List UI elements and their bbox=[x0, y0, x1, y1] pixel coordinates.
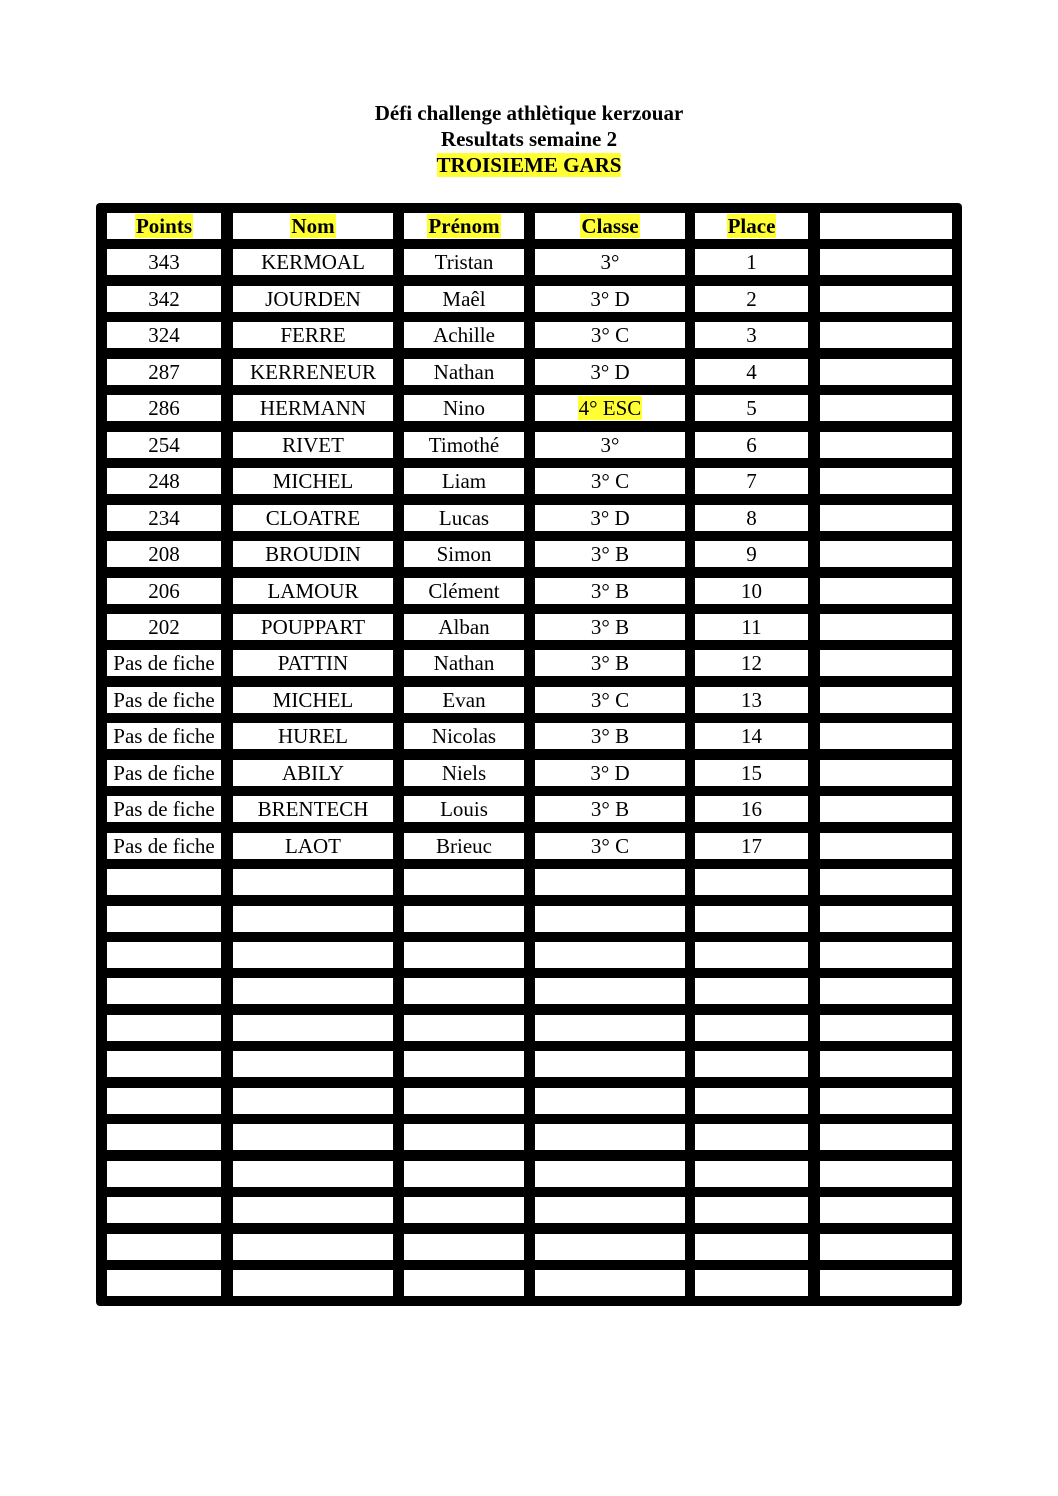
document-subtitle: Resultats semaine 2 bbox=[440, 127, 618, 151]
classe-cell bbox=[535, 1015, 685, 1041]
prenom-cell bbox=[404, 687, 524, 713]
classe-cell bbox=[535, 359, 685, 385]
points-cell bbox=[107, 1270, 221, 1296]
column-header-3 bbox=[404, 213, 524, 239]
cell-text: Maêl bbox=[442, 286, 486, 311]
points-cell bbox=[107, 1015, 221, 1041]
prenom-cell bbox=[404, 1051, 524, 1077]
points-cell bbox=[107, 541, 221, 567]
blank-cell bbox=[820, 614, 952, 640]
blank-cell bbox=[820, 468, 952, 494]
cell-text: BRENTECH bbox=[257, 797, 369, 822]
points-cell bbox=[107, 286, 221, 312]
nom-cell bbox=[233, 869, 393, 895]
prenom-cell bbox=[404, 614, 524, 640]
classe-cell bbox=[535, 541, 685, 567]
cell-text: 3° D bbox=[590, 286, 630, 311]
points-cell bbox=[107, 723, 221, 749]
cell-text: 286 bbox=[148, 396, 180, 421]
points-cell bbox=[107, 906, 221, 932]
cell-text: 3° D bbox=[590, 505, 630, 530]
points-cell bbox=[107, 395, 221, 421]
classe-cell bbox=[535, 249, 685, 275]
classe-cell bbox=[535, 1124, 685, 1150]
cell-text: 202 bbox=[148, 614, 180, 639]
place-cell bbox=[695, 942, 808, 968]
place-cell bbox=[695, 760, 808, 786]
cell-text: 3 bbox=[746, 323, 757, 348]
prenom-cell bbox=[404, 395, 524, 421]
blank-cell bbox=[820, 249, 952, 275]
cell-text: 15 bbox=[741, 760, 762, 785]
cell-text: 3° B bbox=[590, 651, 630, 676]
prenom-cell bbox=[404, 432, 524, 458]
cell-text: 206 bbox=[148, 578, 180, 603]
prenom-cell bbox=[404, 541, 524, 567]
prenom-cell bbox=[404, 906, 524, 932]
cell-text: 12 bbox=[741, 651, 762, 676]
place-cell bbox=[695, 833, 808, 859]
prenom-cell bbox=[404, 1088, 524, 1114]
prenom-cell bbox=[404, 869, 524, 895]
points-cell bbox=[107, 942, 221, 968]
cell-text: ABILY bbox=[281, 760, 345, 785]
column-header-6 bbox=[820, 213, 952, 239]
points-cell bbox=[107, 1161, 221, 1187]
classe-cell bbox=[535, 796, 685, 822]
nom-cell bbox=[233, 395, 393, 421]
classe-cell bbox=[535, 942, 685, 968]
column-header-4 bbox=[535, 213, 685, 239]
blank-cell bbox=[820, 395, 952, 421]
classe-cell bbox=[535, 650, 685, 676]
prenom-cell bbox=[404, 760, 524, 786]
cell-text: HUREL bbox=[278, 724, 348, 749]
blank-cell bbox=[820, 906, 952, 932]
nom-cell bbox=[233, 1015, 393, 1041]
cell-text: Niels bbox=[441, 760, 487, 785]
column-header-label: Nom bbox=[291, 214, 335, 238]
blank-cell bbox=[820, 723, 952, 749]
classe-cell bbox=[535, 833, 685, 859]
cell-text: Nicolas bbox=[431, 724, 497, 749]
place-cell bbox=[695, 1270, 808, 1296]
blank-cell bbox=[820, 942, 952, 968]
place-cell bbox=[695, 1088, 808, 1114]
column-header-label: Place bbox=[727, 214, 776, 238]
blank-cell bbox=[820, 322, 952, 348]
classe-cell bbox=[535, 869, 685, 895]
blank-cell bbox=[820, 1234, 952, 1260]
prenom-cell bbox=[404, 650, 524, 676]
cell-text: Pas de fiche bbox=[113, 724, 215, 749]
cell-text: 4° ESC bbox=[578, 396, 642, 421]
cell-text: 4 bbox=[746, 359, 757, 384]
blank-cell bbox=[820, 1015, 952, 1041]
cell-text: FERRE bbox=[280, 323, 346, 348]
prenom-cell bbox=[404, 1234, 524, 1260]
classe-cell bbox=[535, 1161, 685, 1187]
points-cell bbox=[107, 1124, 221, 1150]
cell-text: 5 bbox=[746, 396, 757, 421]
prenom-cell bbox=[404, 1270, 524, 1296]
nom-cell bbox=[233, 1234, 393, 1260]
nom-cell bbox=[233, 650, 393, 676]
prenom-cell bbox=[404, 359, 524, 385]
cell-text: PATTIN bbox=[277, 651, 349, 676]
classe-cell bbox=[535, 978, 685, 1004]
points-cell bbox=[107, 1197, 221, 1223]
blank-cell bbox=[820, 1051, 952, 1077]
cell-text: KERRENEUR bbox=[250, 359, 376, 384]
place-cell bbox=[695, 1015, 808, 1041]
place-cell bbox=[695, 1234, 808, 1260]
category-title: TROISIEME GARS bbox=[436, 153, 622, 177]
nom-cell bbox=[233, 760, 393, 786]
cell-text: 342 bbox=[148, 286, 180, 311]
cell-text: Louis bbox=[440, 797, 488, 822]
classe-cell bbox=[535, 505, 685, 531]
cell-text: 11 bbox=[741, 614, 762, 639]
points-cell bbox=[107, 760, 221, 786]
cell-text: 3° C bbox=[590, 323, 630, 348]
cell-text: 3° B bbox=[590, 724, 630, 749]
points-cell bbox=[107, 796, 221, 822]
classe-cell bbox=[535, 723, 685, 749]
prenom-cell bbox=[404, 578, 524, 604]
place-cell bbox=[695, 468, 808, 494]
cell-text: HERMANN bbox=[259, 396, 367, 421]
points-cell bbox=[107, 833, 221, 859]
blank-cell bbox=[820, 578, 952, 604]
cell-text: 3° B bbox=[590, 578, 630, 603]
place-cell bbox=[695, 869, 808, 895]
cell-text: 254 bbox=[148, 432, 180, 457]
classe-cell bbox=[535, 1197, 685, 1223]
classe-cell bbox=[535, 760, 685, 786]
place-cell bbox=[695, 614, 808, 640]
prenom-cell bbox=[404, 505, 524, 531]
cell-text: Nathan bbox=[433, 359, 495, 384]
cell-text: 248 bbox=[148, 469, 180, 494]
blank-cell bbox=[820, 1161, 952, 1187]
classe-cell bbox=[535, 1270, 685, 1296]
blank-cell bbox=[820, 1270, 952, 1296]
place-cell bbox=[695, 578, 808, 604]
classe-cell bbox=[535, 286, 685, 312]
cell-text: Liam bbox=[441, 469, 487, 494]
place-cell bbox=[695, 650, 808, 676]
nom-cell bbox=[233, 796, 393, 822]
prenom-cell bbox=[404, 249, 524, 275]
blank-cell bbox=[820, 286, 952, 312]
cell-text: 7 bbox=[746, 469, 757, 494]
cell-text: 234 bbox=[148, 505, 180, 530]
cell-text: 3° C bbox=[590, 833, 630, 858]
cell-text: Brieuc bbox=[436, 833, 492, 858]
classe-cell bbox=[535, 578, 685, 604]
cell-text: LAOT bbox=[285, 833, 341, 858]
nom-cell bbox=[233, 432, 393, 458]
place-cell bbox=[695, 1051, 808, 1077]
nom-cell bbox=[233, 723, 393, 749]
prenom-cell bbox=[404, 833, 524, 859]
cell-text: 287 bbox=[148, 359, 180, 384]
classe-cell bbox=[535, 906, 685, 932]
column-header-5 bbox=[695, 213, 808, 239]
cell-text: 1 bbox=[746, 250, 757, 275]
blank-cell bbox=[820, 432, 952, 458]
classe-cell bbox=[535, 1234, 685, 1260]
blank-cell bbox=[820, 359, 952, 385]
blank-cell bbox=[820, 978, 952, 1004]
cell-text: 6 bbox=[746, 432, 757, 457]
place-cell bbox=[695, 687, 808, 713]
cell-text: KERMOAL bbox=[261, 250, 365, 275]
nom-cell bbox=[233, 833, 393, 859]
nom-cell bbox=[233, 249, 393, 275]
blank-cell bbox=[820, 541, 952, 567]
prenom-cell bbox=[404, 468, 524, 494]
classe-cell bbox=[535, 468, 685, 494]
nom-cell bbox=[233, 942, 393, 968]
points-cell bbox=[107, 359, 221, 385]
prenom-cell bbox=[404, 286, 524, 312]
nom-cell bbox=[233, 505, 393, 531]
cell-text: 10 bbox=[741, 578, 762, 603]
nom-cell bbox=[233, 614, 393, 640]
cell-text: Pas de fiche bbox=[113, 833, 215, 858]
cell-text: 324 bbox=[148, 323, 180, 348]
blank-cell bbox=[820, 650, 952, 676]
points-cell bbox=[107, 869, 221, 895]
place-cell bbox=[695, 249, 808, 275]
nom-cell bbox=[233, 1197, 393, 1223]
cell-text: 3° bbox=[600, 432, 620, 457]
cell-text: Clément bbox=[428, 578, 500, 603]
nom-cell bbox=[233, 906, 393, 932]
place-cell bbox=[695, 432, 808, 458]
classe-cell bbox=[535, 432, 685, 458]
column-header-2 bbox=[233, 213, 393, 239]
cell-text: Nino bbox=[443, 396, 485, 421]
place-cell bbox=[695, 978, 808, 1004]
cell-text: 3° D bbox=[590, 760, 630, 785]
blank-cell bbox=[820, 869, 952, 895]
column-header-label: Points bbox=[135, 214, 192, 238]
cell-text: Lucas bbox=[438, 505, 490, 530]
prenom-cell bbox=[404, 1197, 524, 1223]
place-cell bbox=[695, 541, 808, 567]
cell-text: LAMOUR bbox=[267, 578, 359, 603]
cell-text: 3° D bbox=[590, 359, 630, 384]
points-cell bbox=[107, 1088, 221, 1114]
blank-cell bbox=[820, 760, 952, 786]
cell-text: 3° C bbox=[590, 469, 630, 494]
cell-text: POUPPART bbox=[260, 614, 366, 639]
cell-text: 3° B bbox=[590, 542, 630, 567]
cell-text: CLOATRE bbox=[265, 505, 361, 530]
cell-text: Simon bbox=[436, 542, 492, 567]
classe-cell bbox=[535, 1051, 685, 1077]
nom-cell bbox=[233, 468, 393, 494]
nom-cell bbox=[233, 359, 393, 385]
column-header-label: Prénom bbox=[428, 214, 500, 238]
place-cell bbox=[695, 505, 808, 531]
cell-text: 208 bbox=[148, 542, 180, 567]
cell-text: MICHEL bbox=[272, 687, 354, 712]
prenom-cell bbox=[404, 942, 524, 968]
points-cell bbox=[107, 249, 221, 275]
cell-text: 3° bbox=[600, 250, 620, 275]
nom-cell bbox=[233, 1161, 393, 1187]
classe-cell bbox=[535, 614, 685, 640]
nom-cell bbox=[233, 322, 393, 348]
nom-cell bbox=[233, 1124, 393, 1150]
points-cell bbox=[107, 1051, 221, 1077]
cell-text: 8 bbox=[746, 505, 757, 530]
place-cell bbox=[695, 1124, 808, 1150]
blank-cell bbox=[820, 687, 952, 713]
points-cell bbox=[107, 432, 221, 458]
classe-cell bbox=[535, 395, 685, 421]
place-cell bbox=[695, 1161, 808, 1187]
column-header-1 bbox=[107, 213, 221, 239]
cell-text: Pas de fiche bbox=[113, 687, 215, 712]
cell-text: 3° B bbox=[590, 797, 630, 822]
place-cell bbox=[695, 723, 808, 749]
nom-cell bbox=[233, 286, 393, 312]
cell-text: 9 bbox=[746, 542, 757, 567]
place-cell bbox=[695, 286, 808, 312]
prenom-cell bbox=[404, 1124, 524, 1150]
place-cell bbox=[695, 359, 808, 385]
nom-cell bbox=[233, 541, 393, 567]
classe-cell bbox=[535, 322, 685, 348]
cell-text: 14 bbox=[741, 724, 762, 749]
cell-text: Nathan bbox=[433, 651, 495, 676]
cell-text: 17 bbox=[741, 833, 762, 858]
points-cell bbox=[107, 322, 221, 348]
cell-text: RIVET bbox=[282, 432, 344, 457]
cell-text: Timothé bbox=[428, 432, 500, 457]
points-cell bbox=[107, 687, 221, 713]
cell-text: 2 bbox=[746, 286, 757, 311]
prenom-cell bbox=[404, 978, 524, 1004]
prenom-cell bbox=[404, 322, 524, 348]
prenom-cell bbox=[404, 1161, 524, 1187]
points-cell bbox=[107, 650, 221, 676]
cell-text: Evan bbox=[442, 687, 486, 712]
cell-text: Pas de fiche bbox=[113, 797, 215, 822]
points-cell bbox=[107, 468, 221, 494]
nom-cell bbox=[233, 1051, 393, 1077]
cell-text: 16 bbox=[741, 797, 762, 822]
cell-text: Achille bbox=[433, 323, 495, 348]
blank-cell bbox=[820, 796, 952, 822]
cell-text: 343 bbox=[148, 250, 180, 275]
blank-cell bbox=[820, 1088, 952, 1114]
prenom-cell bbox=[404, 1015, 524, 1041]
cell-text: Pas de fiche bbox=[113, 651, 215, 676]
cell-text: Tristan bbox=[434, 250, 494, 275]
cell-text: Pas de fiche bbox=[113, 760, 215, 785]
points-cell bbox=[107, 614, 221, 640]
place-cell bbox=[695, 906, 808, 932]
cell-text: BROUDIN bbox=[265, 542, 361, 567]
blank-cell bbox=[820, 1197, 952, 1223]
blank-cell bbox=[820, 1124, 952, 1150]
nom-cell bbox=[233, 687, 393, 713]
cell-text: MICHEL bbox=[272, 469, 354, 494]
blank-cell bbox=[820, 505, 952, 531]
cell-text: 13 bbox=[741, 687, 762, 712]
page-header bbox=[0, 100, 1058, 178]
prenom-cell bbox=[404, 796, 524, 822]
classe-cell bbox=[535, 687, 685, 713]
points-cell bbox=[107, 978, 221, 1004]
points-cell bbox=[107, 1234, 221, 1260]
cell-text: Alban bbox=[438, 614, 490, 639]
place-cell bbox=[695, 395, 808, 421]
column-header-label: Classe bbox=[581, 214, 639, 238]
blank-cell bbox=[820, 833, 952, 859]
cell-text: JOURDEN bbox=[265, 286, 361, 311]
points-cell bbox=[107, 578, 221, 604]
points-cell bbox=[107, 505, 221, 531]
nom-cell bbox=[233, 978, 393, 1004]
place-cell bbox=[695, 1197, 808, 1223]
cell-text: 3° C bbox=[590, 687, 630, 712]
nom-cell bbox=[233, 578, 393, 604]
nom-cell bbox=[233, 1270, 393, 1296]
cell-text: 3° B bbox=[590, 614, 630, 639]
document-title: Défi challenge athlètique kerzouar bbox=[374, 101, 684, 125]
prenom-cell bbox=[404, 723, 524, 749]
place-cell bbox=[695, 796, 808, 822]
nom-cell bbox=[233, 1088, 393, 1114]
place-cell bbox=[695, 322, 808, 348]
classe-cell bbox=[535, 1088, 685, 1114]
